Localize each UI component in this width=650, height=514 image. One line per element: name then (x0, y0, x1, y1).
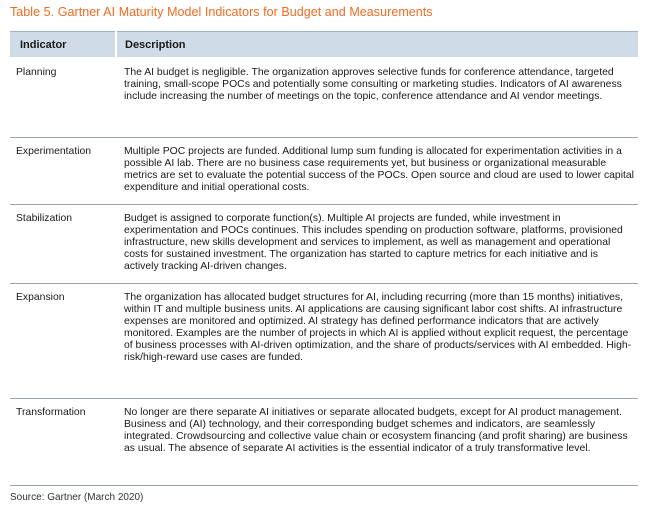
indicator-cell: Stabilization (10, 205, 116, 284)
table-row (10, 138, 638, 205)
indicator-cell: Expansion (10, 284, 116, 399)
description-cell: The organization has allocated budget structures for AI, including recurring (more than 15 months) initiatives, within IT and multiple business units. AI applications are causing significant labor cost shifts. AI infrastructure expenses are monitored and optimized. AI strategy has defined performance indicators that are actively monitored. Examples are the number of projects in which AI is applied without explicit request, the percentage of business processes with AI-driven optimization, and the share of products/services with AI embedded. High-risk/high-reward use cases are funded. (116, 284, 638, 399)
description-cell: The AI budget is negligible. The organization approves selective funds for conference attendance, targeted training, small-scope POCs and potentially some consulting or marketing studies. Indicators of AI awareness include increasing the number of meetings on the topic, conference attendance and AI vendor meetings. (116, 58, 638, 138)
indicator-cell: Planning (10, 58, 116, 138)
table-header-row (10, 32, 638, 59)
table-row (10, 205, 638, 284)
table-row (10, 58, 638, 138)
maturity-table (10, 31, 638, 486)
source-note: Source: Gartner (March 2020) (10, 492, 144, 503)
table-caption: Table 5. Gartner AI Maturity Model Indicators for Budget and Measurements (10, 5, 433, 19)
column-header-indicator: Indicator (10, 32, 116, 59)
description-cell: Multiple POC projects are funded. Additional lump sum funding is allocated for experimentation activities in a possible AI lab. There are no business case requirements yet, but business or organizational measurable metrics are set to evaluate the potential success of the POCs. Open source and cloud are used to lower capital expenditure and initial operational costs. (116, 138, 638, 205)
indicator-cell: Experimentation (10, 138, 116, 205)
column-header-description: Description (116, 32, 638, 59)
description-cell: Budget is assigned to corporate function(s). Multiple AI projects are funded, while investment in experimentation and POCs continues. This includes spending on production software, platforms, provisioned infrastructure, new skills development and services to implement, as well as management and operational costs for sustained investment. The organization has started to capture metrics for each initiative and is actively tracking AI-driven changes. (116, 205, 638, 284)
indicator-cell: Transformation (10, 399, 116, 486)
table-row (10, 284, 638, 399)
description-cell: No longer are there separate AI initiatives or separate allocated budgets, except for AI product management. Business and (AI) technology, and their corresponding budget schemes and indicators, are seamlessly integrated. Crowdsourcing and collective value chain or ecosystem financing (and profit sharing) are business as usual. The absence of separate AI activities is the essential indicator of a truly transformative level. (116, 399, 638, 486)
table-row (10, 399, 638, 486)
maturity-table-container (10, 31, 638, 486)
